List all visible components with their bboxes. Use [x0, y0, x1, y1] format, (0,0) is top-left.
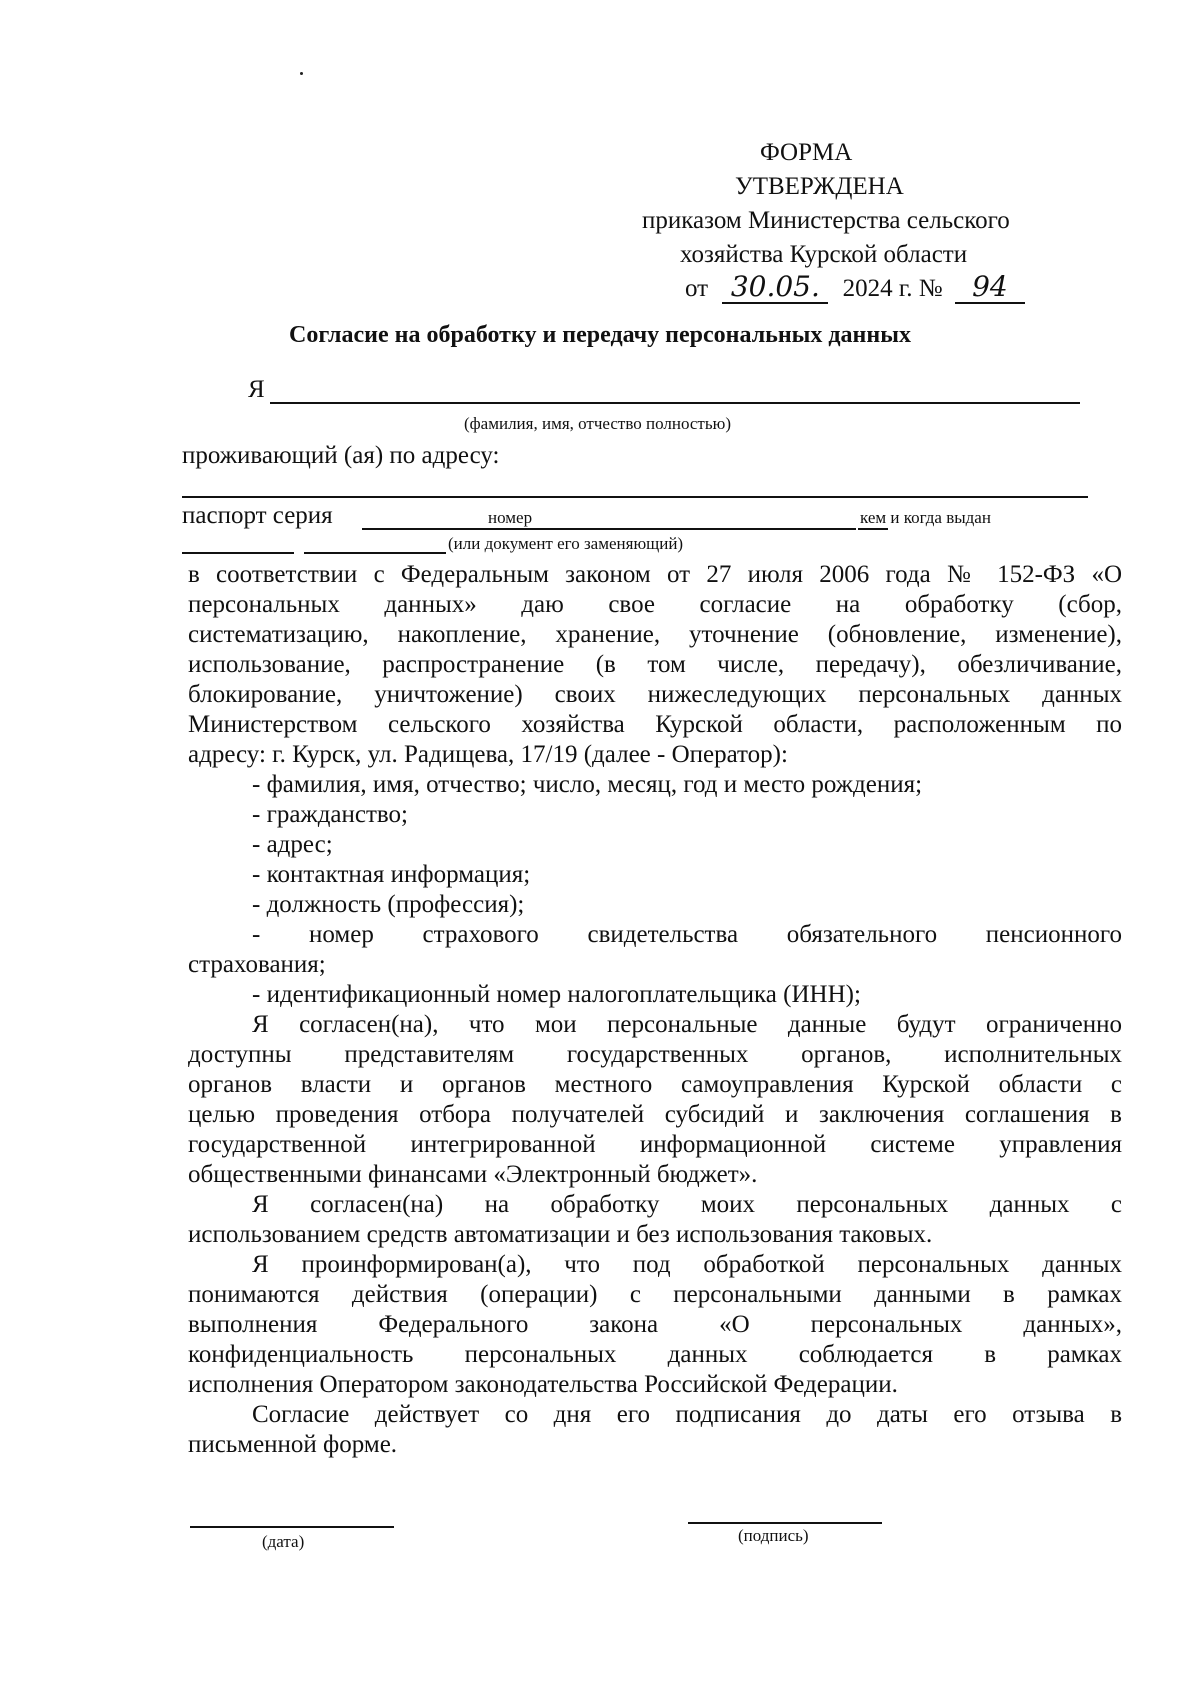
- passport-series-label: паспорт серия: [182, 502, 333, 529]
- issued-by-underline: [858, 528, 888, 530]
- signature-caption: (подпись): [738, 1526, 809, 1545]
- paragraph-line: конфиденциальность персональных данных соблюдается в рамках: [188, 1341, 1122, 1368]
- header-order-line2: хозяйства Курской области: [680, 241, 968, 268]
- paragraph-line: государственной интегрированной информационной системе управления: [188, 1131, 1122, 1158]
- paragraph-line: общественными финансами «Электронный бюджет».: [188, 1161, 758, 1188]
- intro-line: блокирование, уничтожение) своих нижеследующих персональных данных: [188, 681, 1122, 708]
- intro-line: в соответствии с Федеральным законом от 27 июля 2006 года № 152-ФЗ «О: [188, 561, 1122, 588]
- paragraph-line: исполнения Оператором законодательства Российской Федерации.: [188, 1371, 898, 1398]
- date-caption: (дата): [262, 1532, 305, 1551]
- header-approved: УТВЕРЖДЕНА: [735, 173, 904, 200]
- paragraph-line: целью проведения отбора получателей субсидий и заключения соглашения в: [188, 1101, 1122, 1128]
- list-item: - адрес;: [252, 831, 333, 858]
- list-item: - должность (профессия);: [252, 891, 525, 918]
- issued-by-label: кем и когда выдан: [860, 508, 991, 527]
- paragraph-line: Я согласен(на), что мои персональные данные будут ограниченно: [252, 1011, 1122, 1038]
- list-item: - фамилия, имя, отчество; число, месяц, год и место рождения;: [252, 771, 923, 798]
- fio-field[interactable]: [270, 402, 1080, 404]
- paragraph-line: понимаются действия (операции) с персональными данными в рамках: [188, 1281, 1122, 1308]
- address-field[interactable]: [182, 496, 1088, 498]
- signature-field[interactable]: [688, 1522, 882, 1524]
- paragraph-line: Согласие действует со дня его подписания до даты его отзыва в: [252, 1401, 1122, 1428]
- paragraph-line: выполнения Федерального закона «О персональных данных»,: [188, 1311, 1122, 1338]
- list-item: - номер страхового свидетельства обязательного пенсионного: [252, 921, 1122, 948]
- handwritten-date: 30.05.: [722, 272, 828, 304]
- fio-caption: (фамилия, имя, отчество полностью): [464, 414, 731, 433]
- date-prefix: от: [685, 275, 709, 302]
- intro-line: адресу: г. Курск, ул. Радищева, 17/19 (далее - Оператор):: [188, 741, 788, 768]
- list-item-continuation: страхования;: [188, 951, 326, 978]
- paragraph-line: органов власти и органов местного самоуправления Курской области с: [188, 1071, 1122, 1098]
- document-title: Согласие на обработку и передачу персональных данных: [289, 322, 911, 348]
- paragraph-line: Я проинформирован(а), что под обработкой персональных данных: [252, 1251, 1122, 1278]
- issued-field-2[interactable]: [304, 552, 446, 554]
- issued-field-1[interactable]: [182, 552, 294, 554]
- paragraph-line: письменной форме.: [188, 1431, 398, 1458]
- date-field[interactable]: [190, 1526, 394, 1528]
- approval-header: [610, 136, 1110, 306]
- list-item: - идентификационный номер налогоплательщика (ИНН);: [252, 981, 861, 1008]
- intro-line: персональных данных» даю свое согласие на обработку (сбор,: [188, 591, 1122, 618]
- consent-body: [188, 560, 1122, 1460]
- list-item: - гражданство;: [252, 801, 408, 828]
- paragraph-line: Я согласен(на) на обработку моих персональных данных с: [252, 1191, 1122, 1218]
- intro-line: использование, распространение (в том числе, передачу), обезличивание,: [188, 651, 1122, 678]
- header-date-line: [610, 272, 1110, 306]
- list-item: - контактная информация;: [252, 861, 531, 888]
- passport-series-field[interactable]: [362, 528, 856, 530]
- handwritten-order-number: 94: [955, 272, 1025, 304]
- header-order-line1: приказом Министерства сельского: [642, 207, 1010, 234]
- intro-line: систематизацию, накопление, хранение, уточнение (обновление, изменение),: [188, 621, 1122, 648]
- scan-speck: [300, 72, 303, 75]
- doc-caption: (или документ его заменяющий): [448, 534, 684, 553]
- passport-number-label: номер: [488, 508, 533, 527]
- ya-label: Я: [248, 376, 265, 403]
- paragraph-line: доступны представителям государственных органов, исполнительных: [188, 1041, 1122, 1068]
- year-number-label: 2024 г. №: [842, 275, 943, 302]
- address-label: проживающий (ая) по адресу:: [182, 442, 500, 469]
- header-forma: ФОРМА: [760, 139, 853, 166]
- intro-line: Министерством сельского хозяйства Курской области, расположенным по: [188, 711, 1122, 738]
- paragraph-line: использованием средств автоматизации и без использования таковых.: [188, 1221, 933, 1248]
